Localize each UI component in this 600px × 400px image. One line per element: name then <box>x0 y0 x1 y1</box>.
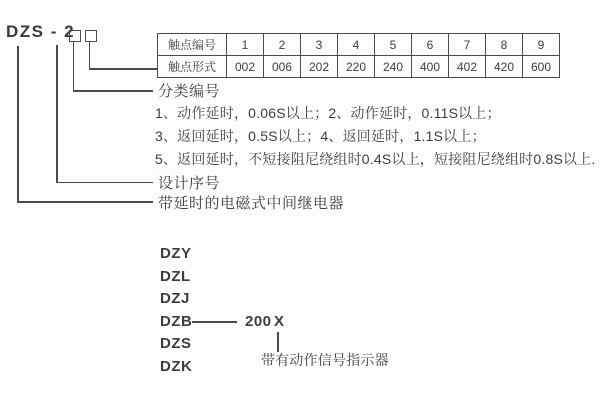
connector-relay-description-horizontal <box>17 201 153 203</box>
connector-relay-description-vertical <box>17 46 19 202</box>
contact-number-cell: 1 <box>227 34 264 56</box>
contact-number-cell: 2 <box>264 34 301 56</box>
contact-form-cell: 400 <box>412 56 449 78</box>
note-line-2: 3、返回延时，0.5S以上；4、返回延时，1.1S以上； <box>155 128 486 144</box>
contact-number-cell: 8 <box>486 34 523 56</box>
connector-dzb-horizontal <box>192 321 237 323</box>
contact-form-header: 触点形式 <box>158 56 227 78</box>
contact-number-row <box>158 34 560 56</box>
connector-classification-vertical <box>73 42 75 91</box>
label-classification-number: 分类编号 <box>158 83 221 100</box>
contact-number-cell: 4 <box>338 34 375 56</box>
connector-indicator-vertical <box>277 332 279 352</box>
note-line-1: 1、动作延时，0.06S以上；2、动作延时，0.11S以上； <box>155 105 501 121</box>
contact-number-cell: 3 <box>301 34 338 56</box>
series-item-dzy: DZY <box>160 245 192 262</box>
label-design-serial-number: 设计序号 <box>158 175 221 192</box>
contact-form-cell: 220 <box>338 56 375 78</box>
series-item-dzb: DZB <box>160 313 193 330</box>
contact-number-header: 触点编号 <box>158 34 227 56</box>
model-digit-box-2 <box>85 30 97 42</box>
connector-contact-form-vertical <box>89 42 91 69</box>
contact-number-cell: 5 <box>375 34 412 56</box>
contact-form-cell: 002 <box>227 56 264 78</box>
contact-form-cell: 420 <box>486 56 523 78</box>
contact-number-cell: 9 <box>523 34 560 56</box>
connector-classification-horizontal <box>73 90 153 92</box>
contact-number-cell: 7 <box>449 34 486 56</box>
contact-form-cell: 600 <box>523 56 560 78</box>
connector-design-serial-horizontal <box>56 182 153 184</box>
model-code: DZS - 2 <box>6 22 76 41</box>
contact-form-cell: 402 <box>449 56 486 78</box>
series-item-dzj: DZJ <box>160 290 190 307</box>
contact-number-cell: 6 <box>412 34 449 56</box>
dzb-number: 200 <box>245 313 272 330</box>
label-indicator-note: 带有动作信号指示器 <box>261 352 389 368</box>
model-digit-box-1 <box>69 30 81 42</box>
contact-form-cell: 202 <box>301 56 338 78</box>
contact-form-cell: 006 <box>264 56 301 78</box>
contact-table <box>157 33 560 78</box>
contact-form-row <box>158 56 560 78</box>
series-item-dzl: DZL <box>160 268 191 285</box>
dzb-variant-x: X <box>274 313 285 330</box>
label-relay-description: 带延时的电磁式中间继电器 <box>158 195 345 212</box>
connector-contact-form-horizontal <box>89 68 158 70</box>
connector-design-serial-vertical <box>56 45 58 183</box>
series-item-dzk: DZK <box>160 358 193 375</box>
contact-form-cell: 240 <box>375 56 412 78</box>
series-item-dzs: DZS <box>160 335 192 352</box>
note-line-3: 5、返回延时，不短接阻尼绕组时0.4S以上，短接阻尼绕组时0.8S以上. <box>155 151 596 167</box>
